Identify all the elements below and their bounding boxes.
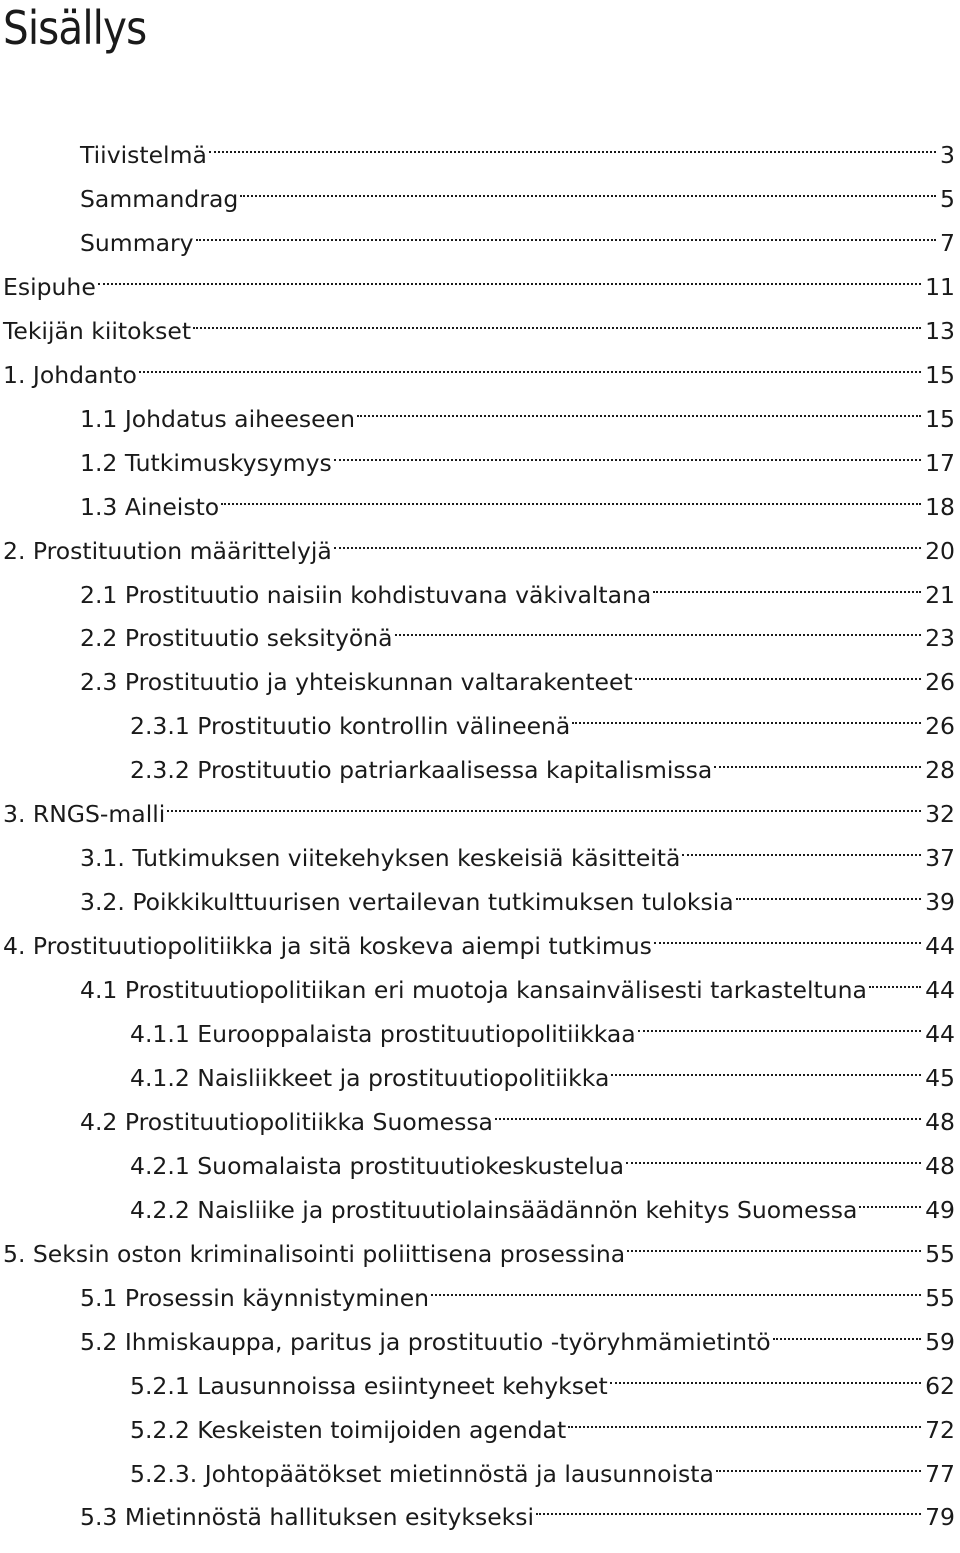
toc-dot-leader — [334, 519, 921, 559]
toc-dot-leader — [626, 1134, 921, 1174]
toc-entry-page-number: 7 — [940, 229, 955, 257]
toc-entry-title: 2.1 Prostituutio naisiin kohdistuvana väkivaltana — [80, 581, 652, 609]
toc-entry-title: 5.2.2 Keskeisten toimijoiden agendat — [130, 1416, 567, 1444]
toc-dot-leader — [395, 606, 922, 646]
toc-entry-page-number: 18 — [925, 493, 955, 521]
toc-dot-leader — [611, 1046, 921, 1086]
toc-entry-title: 2.3.2 Prostituutio patriarkaalisessa kapitalismissa — [130, 756, 713, 784]
toc-entry[interactable] — [80, 650, 955, 696]
toc-entry-page-number: 45 — [925, 1064, 955, 1092]
toc-entry[interactable] — [130, 1002, 955, 1048]
toc-entry-page-number: 44 — [925, 1020, 955, 1048]
toc-entry-title: 4.1.2 Naisliikkeet ja prostituutiopolitiikka — [130, 1064, 610, 1092]
toc-dot-leader — [716, 1442, 921, 1482]
toc-entry-title: 5. Seksin oston kriminalisointi poliittisena prosessina — [3, 1240, 626, 1268]
toc-entry-title: Summary — [80, 229, 194, 257]
toc-entry-page-number: 5 — [940, 185, 955, 213]
toc-entry-page-number: 32 — [925, 800, 955, 828]
toc-dot-leader — [240, 167, 936, 207]
toc-dot-leader — [638, 1002, 921, 1042]
toc-entry-title: 5.2.3. Johtopäätökset mietinnöstä ja lausunnoista — [130, 1460, 714, 1488]
toc-dot-leader — [334, 431, 921, 471]
toc-dot-leader — [773, 1310, 922, 1350]
toc-entry-page-number: 15 — [925, 361, 955, 389]
toc-entry[interactable] — [130, 1178, 955, 1224]
toc-entry-page-number: 77 — [925, 1460, 955, 1488]
toc-entry[interactable] — [80, 475, 955, 521]
toc-dot-leader — [495, 1090, 921, 1130]
toc-entry-page-number: 44 — [925, 932, 955, 960]
toc-entry-page-number: 26 — [925, 712, 955, 740]
toc-entry-page-number: 17 — [925, 449, 955, 477]
toc-entry-title: 5.1 Prosessin käynnistyminen — [80, 1284, 430, 1312]
toc-dot-leader — [357, 387, 921, 427]
toc-entry-page-number: 55 — [925, 1240, 955, 1268]
toc-entry-title: Sammandrag — [80, 185, 239, 213]
toc-dot-leader — [627, 1222, 921, 1262]
toc-entry[interactable] — [130, 1354, 955, 1400]
toc-dot-leader — [859, 1178, 921, 1218]
toc-entry-page-number: 62 — [925, 1372, 955, 1400]
toc-entry-page-number: 26 — [925, 668, 955, 696]
toc-entry-page-number: 11 — [925, 273, 955, 301]
toc-entry-page-number: 15 — [925, 405, 955, 433]
toc-entry[interactable] — [80, 826, 955, 872]
toc-entry[interactable] — [80, 1090, 955, 1136]
toc-dot-leader — [736, 870, 921, 910]
toc-entry[interactable] — [130, 1046, 955, 1092]
toc-entry-title: 1.1 Johdatus aiheeseen — [80, 405, 355, 433]
toc-entry[interactable] — [80, 870, 955, 916]
toc-entry-page-number: 21 — [925, 581, 955, 609]
toc-dot-leader — [714, 738, 921, 778]
toc-entry-page-number: 55 — [925, 1284, 955, 1312]
toc-dot-leader — [653, 563, 921, 603]
toc-entry[interactable] — [130, 738, 955, 784]
toc-entry-title: 4. Prostituutiopolitiikka ja sitä koskeva aiempi tutkimus — [3, 932, 652, 960]
toc-dot-leader — [536, 1485, 921, 1525]
toc-entry[interactable] — [80, 606, 955, 652]
toc-entry-title: 5.2 Ihmiskauppa, paritus ja prostituutio -työryhmämietintö — [80, 1328, 771, 1356]
toc-entry-title: 1. Johdanto — [3, 361, 137, 389]
toc-entry[interactable] — [3, 343, 955, 389]
toc-entry[interactable] — [130, 1398, 955, 1444]
toc-dot-leader — [139, 343, 921, 383]
toc-entry[interactable] — [130, 1134, 955, 1180]
toc-entry-page-number: 13 — [925, 317, 955, 345]
toc-entry[interactable] — [3, 782, 955, 828]
toc-entry-page-number: 48 — [925, 1108, 955, 1136]
toc-entry-title: 5.2.1 Lausunnoissa esiintyneet kehykset — [130, 1372, 608, 1400]
toc-entry[interactable] — [80, 563, 955, 609]
toc-entry-title: 2.2 Prostituutio seksityönä — [80, 624, 393, 652]
toc-dot-leader — [209, 123, 936, 163]
toc-entry-page-number: 49 — [925, 1196, 955, 1224]
toc-entry-page-number: 79 — [925, 1503, 955, 1531]
toc-entry-page-number: 23 — [925, 624, 955, 652]
toc-entry-title: 4.1 Prostituutiopolitiikan eri muotoja kansainvälisesti tarkasteltuna — [80, 976, 867, 1004]
toc-entry[interactable] — [3, 255, 955, 301]
toc-entry-title: 2.3 Prostituutio ja yhteiskunnan valtarakenteet — [80, 668, 633, 696]
toc-entry-title: 1.2 Tutkimuskysymys — [80, 449, 332, 477]
toc-entry[interactable] — [80, 1310, 955, 1356]
toc-dot-leader — [568, 1398, 921, 1438]
toc-entry[interactable] — [80, 211, 955, 257]
toc-dot-leader — [654, 914, 921, 954]
toc-entry[interactable] — [130, 694, 955, 740]
toc-entry-title: 4.2.1 Suomalaista prostituutiokeskustelua — [130, 1152, 625, 1180]
toc-entry-page-number: 48 — [925, 1152, 955, 1180]
toc-entry-title: 3.2. Poikkikulttuurisen vertailevan tutkimuksen tuloksia — [80, 888, 734, 916]
toc-entry[interactable] — [3, 299, 955, 345]
toc-entry-title: 3. RNGS-malli — [3, 800, 166, 828]
toc-dot-leader — [193, 299, 921, 339]
toc-entry-title: 3.1. Tutkimuksen viitekehyksen keskeisiä käsitteitä — [80, 844, 681, 872]
toc-entry-title: Tekijän kiitokset — [3, 317, 192, 345]
toc-entry-page-number: 44 — [925, 976, 955, 1004]
toc-entry[interactable] — [3, 914, 955, 960]
toc-dot-leader — [682, 826, 921, 866]
toc-dot-leader — [431, 1266, 921, 1306]
toc-entry[interactable] — [80, 1485, 955, 1531]
page-title: Sisällys — [3, 1, 147, 55]
toc-dot-leader — [196, 211, 936, 251]
toc-dot-leader — [635, 650, 921, 690]
toc-entry-page-number: 28 — [925, 756, 955, 784]
toc-entry[interactable] — [3, 1222, 955, 1268]
toc-entry-page-number: 37 — [925, 844, 955, 872]
toc-entry-title: Esipuhe — [3, 273, 96, 301]
toc-entry[interactable] — [80, 958, 955, 1004]
toc-entry[interactable] — [80, 123, 955, 169]
toc-entry-page-number: 39 — [925, 888, 955, 916]
toc-dot-leader — [221, 475, 921, 515]
toc-entry-page-number: 72 — [925, 1416, 955, 1444]
toc-entry-page-number: 59 — [925, 1328, 955, 1356]
toc-entry-title: 5.3 Mietinnöstä hallituksen esitykseksi — [80, 1503, 535, 1531]
toc-entry-title: 4.1.1 Eurooppalaista prostituutiopolitiikkaa — [130, 1020, 636, 1048]
toc-dot-leader — [572, 694, 921, 734]
toc-entry[interactable] — [80, 431, 955, 477]
toc-entry[interactable] — [80, 1266, 955, 1312]
toc-entry-page-number: 20 — [925, 537, 955, 565]
toc-dot-leader — [610, 1354, 921, 1394]
toc-entry[interactable] — [130, 1442, 955, 1488]
toc-entry-title: 2.3.1 Prostituutio kontrollin välineenä — [130, 712, 571, 740]
toc-entry-title: 2. Prostituution määrittelyjä — [3, 537, 332, 565]
toc-entry[interactable] — [80, 167, 955, 213]
toc-entry-title: 4.2 Prostituutiopolitiikka Suomessa — [80, 1108, 493, 1136]
toc-entry-title: 4.2.2 Naisliike ja prostituutiolainsäädännön kehitys Suomessa — [130, 1196, 858, 1224]
toc-entry[interactable] — [80, 387, 955, 433]
toc-dot-leader — [869, 958, 921, 998]
toc-entry-title: 1.3 Aineisto — [80, 493, 220, 521]
toc-dot-leader — [167, 782, 921, 822]
toc-entry-title: Tiivistelmä — [80, 141, 207, 169]
toc-entry-page-number: 3 — [940, 141, 955, 169]
toc-dot-leader — [98, 255, 921, 295]
toc-entry[interactable] — [3, 519, 955, 565]
